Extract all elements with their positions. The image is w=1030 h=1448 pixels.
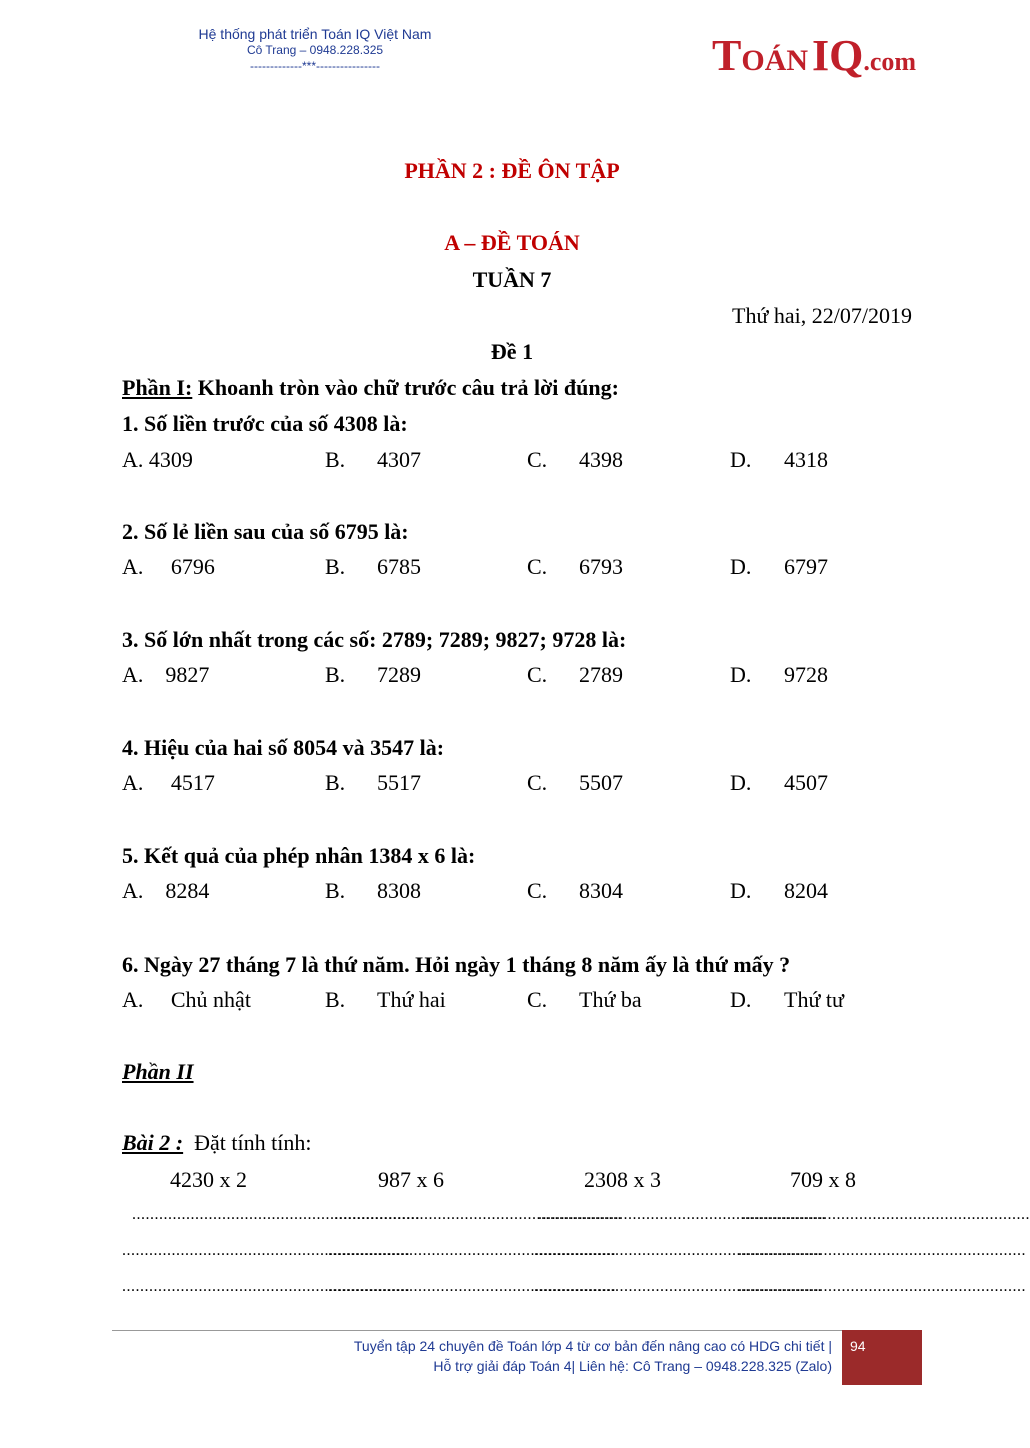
part1-instruction: Khoanh tròn vào chữ trước câu trả lời đúng: [192, 375, 619, 400]
calc-4: 709 x 8 [790, 1167, 856, 1192]
q2-option-b-letter: B. [325, 554, 346, 579]
q3-option-b-letter: B. [325, 662, 346, 687]
q3-option-d-letter: D. [730, 662, 752, 687]
calc-1: 4230 x 2 [170, 1167, 247, 1192]
page-number: 94 [850, 1338, 866, 1354]
q5-option-b: 8308 [377, 878, 421, 903]
part1-heading [122, 375, 619, 401]
question-4: 4. Hiệu của hai số 8054 và 3547 là: [122, 735, 445, 760]
q1-option-c: 4398 [579, 447, 623, 472]
q4-option-b-letter: B. [325, 770, 346, 795]
q5-option-d-letter: D. [730, 878, 752, 903]
toaniq-logo: TOÁN IQ.com [712, 31, 917, 80]
q2-option-d: 6797 [784, 554, 828, 579]
q2-option-b: 6785 [377, 554, 421, 579]
site-header [160, 26, 470, 74]
answer-dots: ................................................................ [538, 1206, 826, 1223]
q2-option-c-letter: C. [527, 554, 548, 579]
q5-option-d: 8204 [784, 878, 828, 903]
q3-option-b: 7289 [377, 662, 421, 687]
q3-option-c-letter: C. [527, 662, 548, 687]
q3-option-a: A. 9827 [122, 662, 210, 687]
footer-line-1: Tuyển tập 24 chuyên đề Toán lớp 4 từ cơ bản đến nâng cao có HDG chi tiết | [353, 1338, 832, 1354]
question-1: 1. Số liền trước của số 4308 là: [122, 411, 408, 436]
part1-label: Phần I: [122, 375, 193, 400]
answer-dots: ................................................................ [738, 1278, 1026, 1295]
q6-option-d-letter: D. [730, 987, 752, 1012]
q6-option-a: A. Chủ nhật [122, 987, 251, 1012]
exercise-2-label: Bài 2 : [122, 1130, 184, 1155]
answer-dots: ................................................................ [328, 1242, 616, 1259]
exercise-2-text: Đặt tính tính: [183, 1130, 312, 1155]
answer-dots: ................................................................ [122, 1278, 410, 1295]
q5-option-b-letter: B. [325, 878, 346, 903]
answer-dots: ................................................................ [328, 1278, 616, 1295]
q2-option-a: A. 6796 [122, 554, 215, 579]
q5-option-c: 8304 [579, 878, 623, 903]
header-separator: -------------***---------------- [250, 59, 380, 73]
calc-3: 2308 x 3 [584, 1167, 661, 1192]
question-3: 3. Số lớn nhất trong các số: 2789; 7289; 9827; 9728 là: [122, 627, 627, 652]
answer-dots: ................................................................ [534, 1278, 822, 1295]
calc-2: 987 x 6 [378, 1167, 444, 1192]
q6-option-c: Thứ ba [579, 987, 642, 1012]
q4-option-a: A. 4517 [122, 770, 215, 795]
page-number-box [842, 1330, 922, 1385]
exercise-2-heading [122, 1130, 311, 1156]
q1-option-a: A. 4309 [122, 447, 193, 472]
week-title: TUẦN 7 [472, 267, 552, 292]
header-org: Hệ thống phát triển Toán IQ Việt Nam [198, 26, 432, 42]
q4-option-b: 5517 [377, 770, 421, 795]
answer-dots: ................................................................ [122, 1242, 410, 1259]
answer-dots: ................................................................ [132, 1206, 420, 1223]
q4-option-d: 4507 [784, 770, 828, 795]
question-6: 6. Ngày 27 tháng 7 là thứ năm. Hỏi ngày 1 tháng 8 năm ấy là thứ mấy ? [122, 952, 791, 977]
q4-option-d-letter: D. [730, 770, 752, 795]
q6-option-b: Thứ hai [377, 987, 446, 1012]
q4-option-c: 5507 [579, 770, 623, 795]
exam-title: Đề 1 [490, 339, 534, 364]
q1-option-c-letter: C. [527, 447, 548, 472]
q5-option-a: A. 8284 [122, 878, 210, 903]
q4-option-c-letter: C. [527, 770, 548, 795]
q6-option-c-letter: C. [527, 987, 548, 1012]
q2-option-d-letter: D. [730, 554, 752, 579]
header-contact: Cô Trang – 0948.228.325 [246, 43, 384, 57]
q2-option-c: 6793 [579, 554, 623, 579]
footer-line-2: Hỗ trợ giải đáp Toán 4| Liên hệ: Cô Trang – 0948.228.325 (Zalo) [433, 1358, 832, 1374]
q5-option-c-letter: C. [527, 878, 548, 903]
q1-option-b: 4307 [377, 447, 421, 472]
answer-dots: ................................................................ [534, 1242, 822, 1259]
part-title: PHẦN 2 : ĐỀ ÔN TẬP [404, 158, 620, 183]
q3-option-d: 9728 [784, 662, 828, 687]
q6-option-b-letter: B. [325, 987, 346, 1012]
answer-dots: ................................................................ [334, 1206, 622, 1223]
q1-option-d-letter: D. [730, 447, 752, 472]
q3-option-c: 2789 [579, 662, 623, 687]
q1-option-b-letter: B. [325, 447, 346, 472]
page-footer [354, 1336, 832, 1376]
question-5: 5. Kết quả của phép nhân 1384 x 6 là: [122, 843, 476, 868]
section-title: A – ĐỀ TOÁN [444, 230, 580, 255]
question-2: 2. Số lẻ liền sau của số 6795 là: [122, 519, 409, 544]
answer-dots: ................................................................ [742, 1206, 1030, 1223]
footer-divider [112, 1330, 922, 1331]
q6-option-d: Thứ tư [784, 987, 844, 1012]
answer-dots: ................................................................ [738, 1242, 1026, 1259]
q1-option-d: 4318 [784, 447, 828, 472]
exam-date: Thứ hai, 22/07/2019 [732, 303, 912, 328]
part2-heading: Phần II [122, 1059, 194, 1084]
